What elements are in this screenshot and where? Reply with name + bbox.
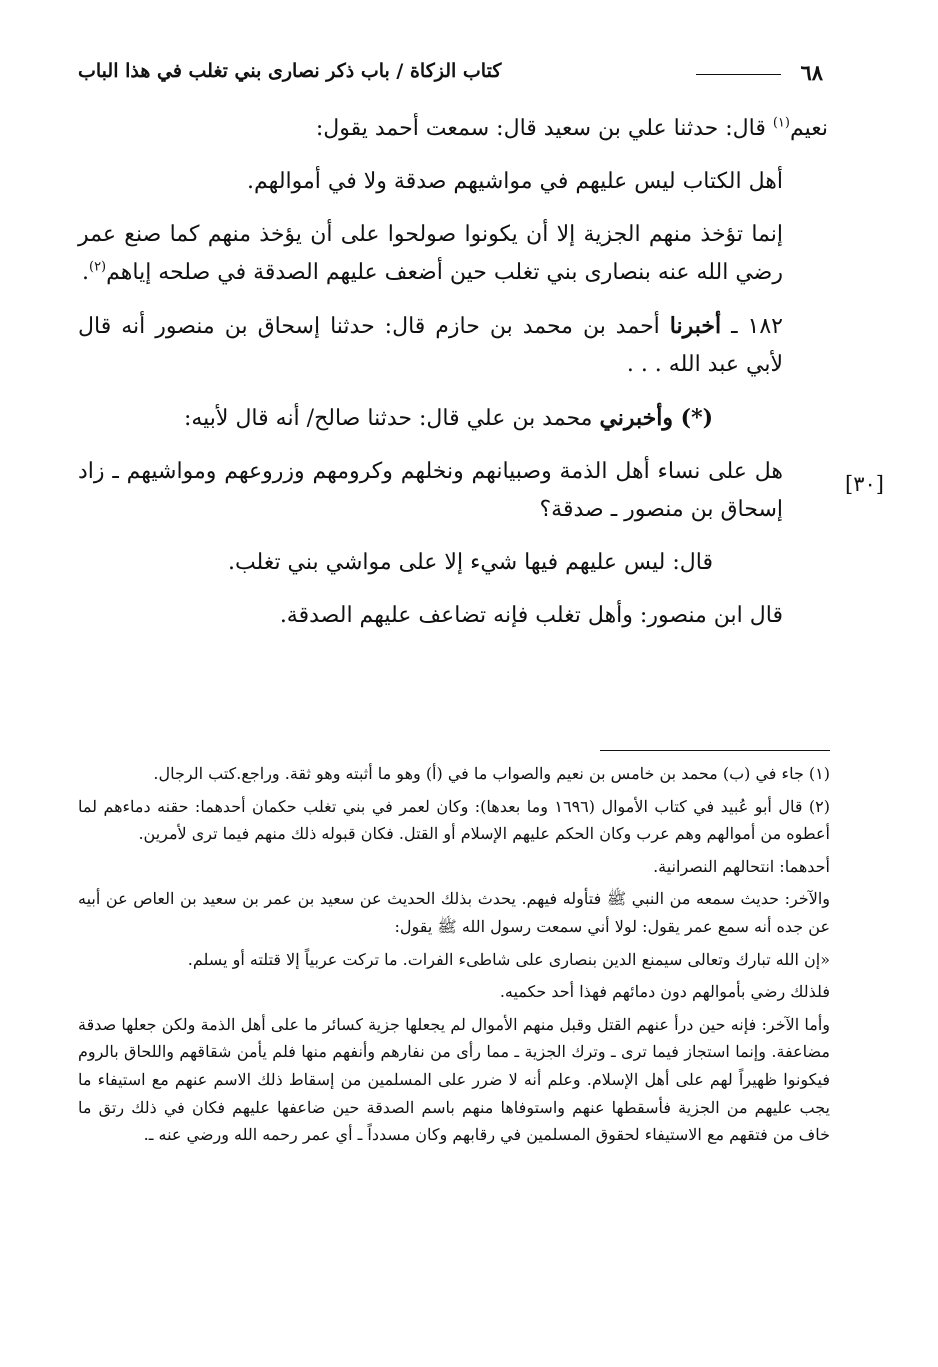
footnote-2-line-c: والآخر: حديث سمعه من النبي ﷺ فتأوله فيهم. يحدث بذلك الحديث عن سعيد بن عمر بن سعيد بن العاص عن أبيه عن جده أنه سمع عمر يقول: لولا أني سمعت رسول الله ﷺ يقول: [78, 889, 830, 936]
footnote-2-line-b: أحدهما: انتحالهم النصرانية. [653, 856, 830, 876]
main-text [78, 110, 828, 650]
p5-rest: محمد بن علي قال: حدثنا صالح/ أنه قال لأبيه: [183, 406, 600, 431]
footnote-marker-1: (١) [772, 115, 790, 131]
running-header [78, 60, 823, 94]
p4-bold: أخبرنا [669, 313, 722, 339]
p3-end: . [81, 260, 89, 285]
paragraph-3 [78, 216, 828, 292]
footnote-2-line-e: فلذلك رضي بأموالهم دون دمائهم فهذا أحد حكميه. [499, 982, 830, 1002]
footnote-2-line-d: «إن الله تبارك وتعالى سيمنع الدين بنصارى على شاطىء الفرات. ما تركت عربياً إلا قتلته أو يسلم. [187, 949, 830, 969]
p4-rest: أحمد بن محمد بن حازم قال: حدثنا إسحاق بن منصور أنه قال لأبي عبد الله . . . [78, 314, 783, 377]
p1-rest: قال: حدثنا علي بن سعيد قال: سمعت أحمد يقول: [315, 116, 773, 141]
page-number: ٦٨ [800, 60, 823, 85]
footnote-1: (١) جاء في (ب) محمد بن خامس بن نعيم والصواب ما في (أ) وهو ما أثبته وهو ثقة. وراجع.كتب الرجال. [153, 764, 830, 783]
p3-text: إنما تؤخذ منهم الجزية إلا أن يكونوا صولحوا على أن يؤخذ منهم كما صنع عمر رضي الله عنه بنصارى بني تغلب حين أضعف عليهم الصدقة في صلحه إياهم [78, 222, 783, 285]
p1-text: نعيم [789, 116, 828, 141]
narration-number: ١٨٢ ـ [721, 314, 783, 339]
paragraph-7: قال: ليس عليهم فيها شيء إلا على مواشي بني تغلب. [227, 550, 713, 575]
footnotes [78, 760, 830, 1154]
footnote-2: (٢) قال أبو عُبيد في كتاب الأموال (١٦٩٦ وما بعدها): وكان لعمر في بني تغلب حكمان أحدهما: حقنه دماءهم لما أعطوه من أموالهم وهم عرب وكان الحكم عليهم الإسلام أو القتل. فكان قبوله ذلك منهم فيما ترى لأمرين. [78, 796, 831, 844]
footnote-2-line-f: وأما الآخر: فإنه حين درأ عنهم القتل وقبل منهم الأموال لم يجعلها جزية كسائر ما على أهل الذمة ولكن جعلها صدقة مضاعفة. وإنما استجاز فيما ترى ـ وترك الجزية ـ مما رأى من نفارهم وأنفهم منها فلم يأمن شقاقهم واللحاق بالروم فيكونوا ظهيراً لهم على أهل الإسلام. وعلم أنه لا ضرر على المسلمين من إسقاط ذلك الاسم عنهم مع استيفاء ما يجب عليهم من الجزية فأسقطها عنهم واستوفاها منهم باسم الصدقة حين ضاعفها عليهم فكان في ذلك رتق ما خاف من فتقهم مع الاستيفاء لحقوق المسلمين في رقابهم وكان مسدداً ـ أي عمر رحمه الله ورضي عنه ـ. [78, 1014, 831, 1145]
paragraph-5 [78, 399, 828, 438]
margin-reference: [٣٠] [845, 472, 884, 496]
header-title: كتاب الزكاة / باب ذكر نصارى بني تغلب في هذا الباب [78, 60, 502, 82]
paragraph-2: أهل الكتاب ليس عليهم في مواشيهم صدقة ولا في أموالهم. [247, 169, 783, 194]
footnote-marker-2: (٢) [88, 259, 107, 275]
paragraph-8: قال ابن منصور: وأهل تغلب فإنه تضاعف عليهم الصدقة. [279, 603, 783, 628]
header-rule [696, 74, 781, 75]
paragraph-6: هل على نساء أهل الذمة وصبيانهم ونخلهم وكرومهم وزروعهم ومواشيهم ـ زاد إسحاق بن منصور ـ صدقة؟ [78, 459, 783, 522]
paragraph-1 [78, 110, 828, 148]
paragraph-4 [78, 307, 828, 384]
p5-bold: (*) وأخبرني [599, 405, 713, 431]
footnote-rule [600, 750, 830, 751]
